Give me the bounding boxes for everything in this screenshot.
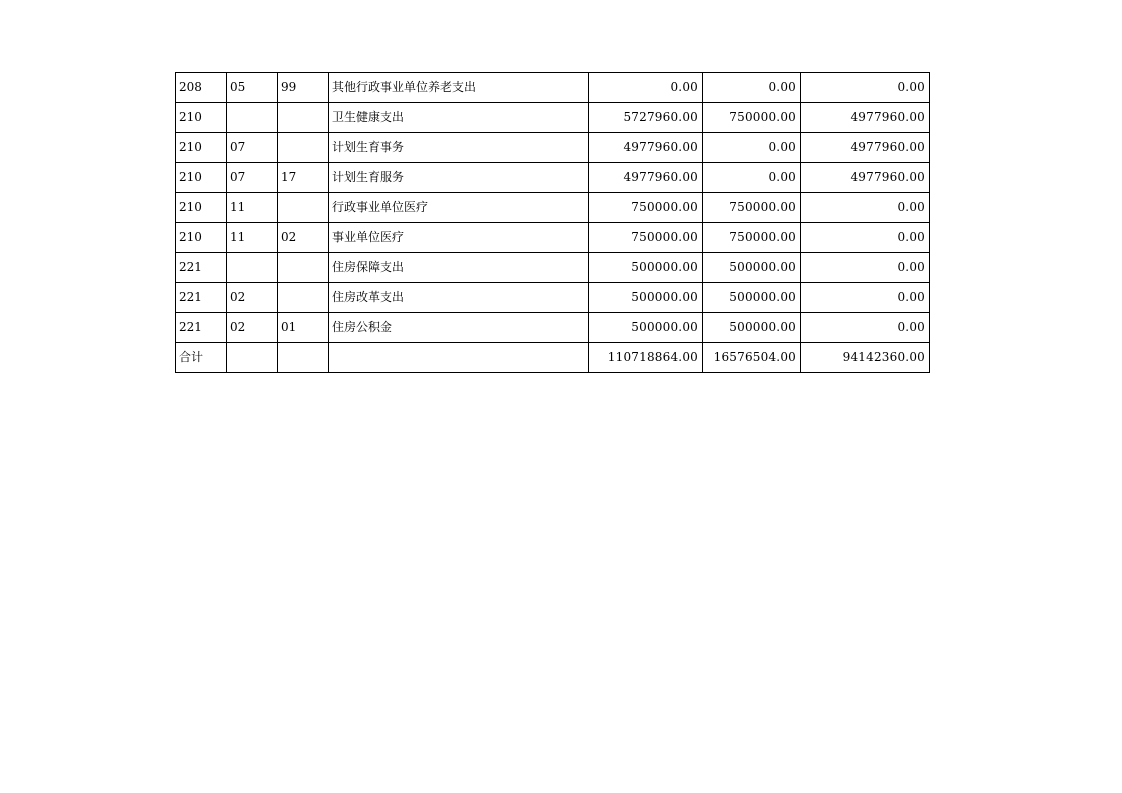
item-name-cell: 其他行政事业单位养老支出	[329, 73, 589, 103]
item-name-cell	[329, 343, 589, 373]
table-row	[176, 193, 930, 223]
table-row	[176, 283, 930, 313]
total-row	[176, 343, 930, 373]
item-code-cell	[227, 343, 278, 373]
budget-table	[175, 72, 930, 373]
basic-amount-cell: 750000.00	[703, 223, 801, 253]
class-code-cell: 221	[176, 253, 227, 283]
item-name-cell: 事业单位医疗	[329, 223, 589, 253]
total-amount-cell: 500000.00	[589, 283, 703, 313]
sub-code-cell: 17	[278, 163, 329, 193]
table-row	[176, 103, 930, 133]
grand-total-amount-cell: 110718864.00	[589, 343, 703, 373]
total-amount-cell: 5727960.00	[589, 103, 703, 133]
sub-code-cell: 01	[278, 313, 329, 343]
basic-amount-cell: 500000.00	[703, 283, 801, 313]
item-code-cell: 11	[227, 193, 278, 223]
basic-amount-cell: 0.00	[703, 133, 801, 163]
basic-amount-cell: 500000.00	[703, 253, 801, 283]
table-row	[176, 133, 930, 163]
sub-code-cell	[278, 253, 329, 283]
class-code-cell: 208	[176, 73, 227, 103]
total-label-cell: 合计	[176, 343, 227, 373]
item-code-cell	[227, 253, 278, 283]
project-amount-cell: 0.00	[801, 73, 930, 103]
project-amount-cell: 0.00	[801, 193, 930, 223]
sub-code-cell	[278, 343, 329, 373]
item-code-cell: 07	[227, 163, 278, 193]
table-row	[176, 223, 930, 253]
basic-amount-cell: 500000.00	[703, 313, 801, 343]
sub-code-cell	[278, 193, 329, 223]
basic-amount-cell: 750000.00	[703, 193, 801, 223]
total-amount-cell: 0.00	[589, 73, 703, 103]
total-amount-cell: 4977960.00	[589, 133, 703, 163]
item-code-cell: 05	[227, 73, 278, 103]
basic-amount-cell: 0.00	[703, 73, 801, 103]
basic-amount-cell: 750000.00	[703, 103, 801, 133]
class-code-cell: 210	[176, 223, 227, 253]
grand-basic-amount-cell: 16576504.00	[703, 343, 801, 373]
table-row	[176, 313, 930, 343]
total-amount-cell: 500000.00	[589, 253, 703, 283]
sub-code-cell: 99	[278, 73, 329, 103]
budget-table-body	[176, 73, 930, 373]
item-code-cell: 02	[227, 313, 278, 343]
item-code-cell: 11	[227, 223, 278, 253]
item-code-cell	[227, 103, 278, 133]
table-row	[176, 163, 930, 193]
project-amount-cell: 4977960.00	[801, 103, 930, 133]
class-code-cell: 210	[176, 133, 227, 163]
table-row	[176, 73, 930, 103]
item-code-cell: 02	[227, 283, 278, 313]
class-code-cell: 221	[176, 283, 227, 313]
item-name-cell: 卫生健康支出	[329, 103, 589, 133]
project-amount-cell: 0.00	[801, 253, 930, 283]
basic-amount-cell: 0.00	[703, 163, 801, 193]
project-amount-cell: 4977960.00	[801, 163, 930, 193]
item-name-cell: 住房公积金	[329, 313, 589, 343]
total-amount-cell: 750000.00	[589, 223, 703, 253]
sub-code-cell	[278, 103, 329, 133]
table-row	[176, 253, 930, 283]
class-code-cell: 221	[176, 313, 227, 343]
class-code-cell: 210	[176, 193, 227, 223]
sub-code-cell	[278, 283, 329, 313]
sub-code-cell: 02	[278, 223, 329, 253]
item-name-cell: 行政事业单位医疗	[329, 193, 589, 223]
sub-code-cell	[278, 133, 329, 163]
total-amount-cell: 4977960.00	[589, 163, 703, 193]
total-amount-cell: 750000.00	[589, 193, 703, 223]
item-name-cell: 计划生育事务	[329, 133, 589, 163]
class-code-cell: 210	[176, 103, 227, 133]
project-amount-cell: 0.00	[801, 313, 930, 343]
item-name-cell: 住房改革支出	[329, 283, 589, 313]
item-name-cell: 住房保障支出	[329, 253, 589, 283]
item-name-cell: 计划生育服务	[329, 163, 589, 193]
budget-sheet	[175, 72, 930, 373]
project-amount-cell: 0.00	[801, 223, 930, 253]
class-code-cell: 210	[176, 163, 227, 193]
total-amount-cell: 500000.00	[589, 313, 703, 343]
project-amount-cell: 4977960.00	[801, 133, 930, 163]
grand-project-amount-cell: 94142360.00	[801, 343, 930, 373]
item-code-cell: 07	[227, 133, 278, 163]
project-amount-cell: 0.00	[801, 283, 930, 313]
